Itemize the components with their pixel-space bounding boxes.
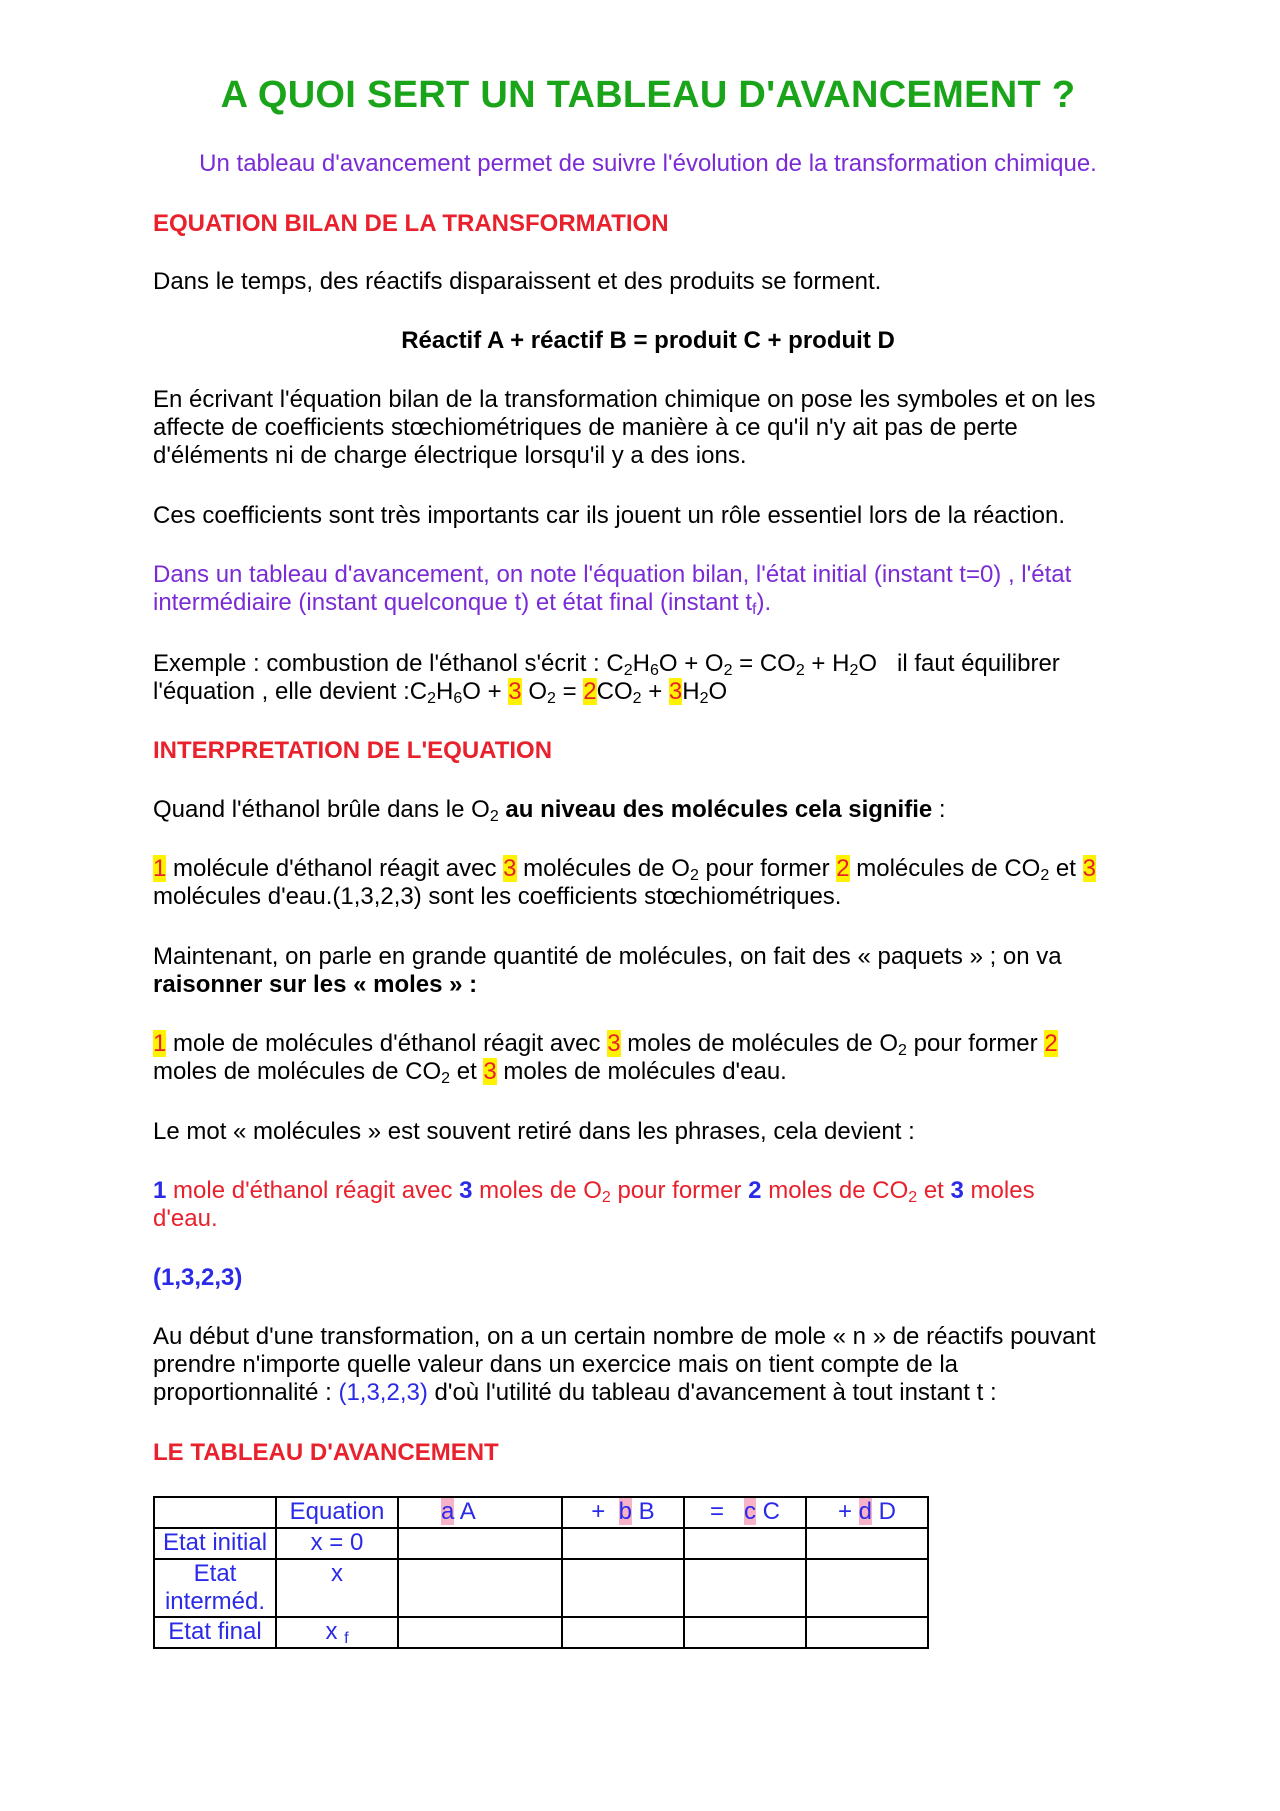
coef-highlight: 3 [483,1058,497,1085]
coef-highlight: d [858,1498,873,1525]
coef-highlight: 2 [1044,1030,1058,1057]
paragraph-maintenant [153,943,1143,999]
text: moles de molécules d'eau. [496,1058,787,1085]
text: moles de molécules de CO [153,1058,442,1085]
table-row [154,1528,928,1559]
text: prendre n'importe quelle valeur dans un exercice mais on tient compte de la [153,1351,959,1378]
coef-highlight: 2 [836,855,850,882]
table-cell [684,1559,806,1617]
coef: 2 [748,1177,762,1204]
x-value: x [276,1559,398,1617]
text: mole de molécules d'éthanol réagit avec [166,1030,608,1057]
paragraph-quand [153,796,1143,824]
section-heading-equation: EQUATION BILAN DE LA TRANSFORMATION [153,210,669,237]
coef-highlight: 1 [153,855,167,882]
column-c [684,1497,806,1528]
species: B [632,1498,655,1525]
table-row [154,1559,928,1617]
table-cell [154,1497,276,1528]
line: affecte de coefficients stœchiométriques de manière à ce qu'il n'y ait pas de perte [153,414,1018,441]
example-text-2: l'équation , elle devient : [153,678,410,705]
paragraph-coefficients: Ces coefficients sont très importants car ils jouent un rôle essentiel lors de la réaction. [153,502,1065,529]
paragraph-tableau-states [153,561,1143,617]
table-cell [562,1559,684,1617]
table-cell [562,1528,684,1559]
text: pour former [906,1030,1045,1057]
subscript: 2 [489,808,499,825]
text: interméd. [164,1588,266,1615]
text: molécules d'eau.(1,3,2,3) sont les coefficients stœchiométriques. [153,883,842,910]
paragraph-debut [153,1323,1143,1407]
species: C [756,1498,781,1525]
advancement-table [153,1496,929,1649]
coef-highlight: 3 [607,1030,621,1057]
intro-text: Un tableau d'avancement permet de suivre l'évolution de la transformation chimique. [199,150,1097,177]
text: et [450,1058,484,1085]
balanced-equation: $C_2H_6O + 3$ $O_2 = 2CO_2 + 3H_2O$ [409,678,728,707]
coef-highlight: 3 [1082,855,1096,882]
text: Etat [193,1560,237,1587]
paragraph-moles: 1 mole de molécules d'éthanol réagit avec 3 moles de molécules de $O_2$ pour former 2 moles de molécules de $CO_2$ et 3 moles de molécules d'eau. [153,1030,1058,1087]
table-cell [398,1559,562,1617]
text: mole d'éthanol réagit avec [166,1177,460,1204]
table-header-row [154,1497,928,1528]
table-cell [684,1528,806,1559]
text: Maintenant, on parle en grande quantité de molécules, on fait des « paquets » ; on va [153,943,1062,970]
example-combustion [153,650,1143,706]
example-text: Exemple : combustion de l'éthanol s'écrit : [153,650,607,677]
text: d'où l'utilité du tableau d'avancement à tout instant t : [427,1379,997,1406]
line: En écrivant l'équation bilan de la transformation chimique on pose les symboles et on les [153,386,1096,413]
text: molécules de CO [849,855,1041,882]
line: d'éléments ni de charge électrique lorsqu'il y a des ions. [153,442,747,469]
x-value [276,1617,398,1648]
table-cell [806,1617,928,1648]
table-cell [398,1528,562,1559]
table-cell [806,1528,928,1559]
paragraph-equation-bilan [153,386,1143,470]
subscript: f [344,1630,349,1647]
example-tail: il faut équilibrer [897,650,1060,677]
coef: 3 [459,1177,473,1204]
text: Au début d'une transformation, on a un certain nombre de mole « n » de réactifs pouvant [153,1323,1096,1350]
unbalanced-equation: $C_2H_6O + O_2 = CO_2 + H_2O$ [606,650,878,679]
coef-highlight: 3 [668,678,683,705]
text: et [1049,855,1076,882]
coef-highlight: c [744,1498,757,1525]
coef-highlight: 2 [583,678,597,705]
bold-text: raisonner sur les « moles » : [153,971,478,998]
coef-highlight: 3 [503,855,517,882]
column-a [398,1497,562,1528]
text: moles de CO [761,1177,909,1204]
text: : [932,796,946,823]
paragraph-reactifs: Dans le temps, des réactifs disparaissent et des produits se forment. [153,268,882,295]
coef: 3 [950,1177,964,1204]
bold-text: au niveau des molécules cela signifie [505,796,933,823]
text: molécule d'éthanol réagit avec [166,855,504,882]
species: D [872,1498,897,1525]
text: d'eau. [153,1205,218,1232]
paragraph-mot: Le mot « molécules » est souvent retiré dans les phrases, cela devient : [153,1118,915,1145]
coefficients-inline: (1,3,2,3) [338,1379,428,1406]
coef-highlight: b [618,1498,633,1525]
text: pour former [610,1177,749,1204]
state-label [154,1559,276,1617]
coef-highlight: 1 [153,1030,167,1057]
coefficients-label: (1,3,2,3) [153,1264,243,1291]
species: A [454,1498,476,1525]
text: proportionnalité : [153,1379,339,1406]
text: moles de molécules de O [620,1030,899,1057]
x-value: x = 0 [276,1528,398,1559]
section-heading-tableau: LE TABLEAU D'AVANCEMENT [153,1439,499,1466]
generic-equation: Réactif A + réactif B = produit C + produit D [401,327,895,354]
operator: = [709,1498,745,1525]
table-cell [398,1617,562,1648]
operator: + [591,1498,619,1525]
table-row [154,1617,928,1648]
text: moles [963,1177,1035,1204]
line: Dans un tableau d'avancement, on note l'équation bilan, l'état initial (instant t=0) , l'état [153,561,1072,588]
table-cell [562,1617,684,1648]
coef: 1 [153,1177,167,1204]
text: pour former [698,855,837,882]
column-b [562,1497,684,1528]
state-label: Etat final [154,1617,276,1648]
text: moles de O [472,1177,602,1204]
line: intermédiaire (instant quelconque t) et état final (instant t [153,589,752,616]
column-d [806,1497,928,1528]
subscript: f [752,601,757,618]
text: x [325,1618,338,1645]
text: molécules de O [516,855,690,882]
equation-label: Equation [276,1497,398,1528]
text: Quand l'éthanol brûle dans le O [153,796,490,823]
coef-highlight: a [441,1498,455,1525]
paragraph-molecules: 1 molécule d'éthanol réagit avec 3 molécules de $O_2$ pour former 2 molécules de $CO_2$ et 3 molécules d'eau.(1,3,2,3) sont les coefficients stœchiométriques. [153,855,1096,910]
page-title: A QUOI SERT UN TABLEAU D'AVANCEMENT ? [220,74,1076,116]
section-heading-interpretation: INTERPRETATION DE L'EQUATION [153,737,553,764]
table-cell [806,1559,928,1617]
table-cell [684,1617,806,1648]
paragraph-reaction-moles: 1 mole d'éthanol réagit avec 3 moles de $O_2$ pour former 2 moles de $CO_2$ et 3 moles d'eau. [153,1177,1035,1232]
text: et [917,1177,951,1204]
coef-highlight: 3 [508,678,522,705]
state-label: Etat initial [154,1528,276,1559]
line: ). [756,589,772,616]
operator: + [837,1498,859,1525]
